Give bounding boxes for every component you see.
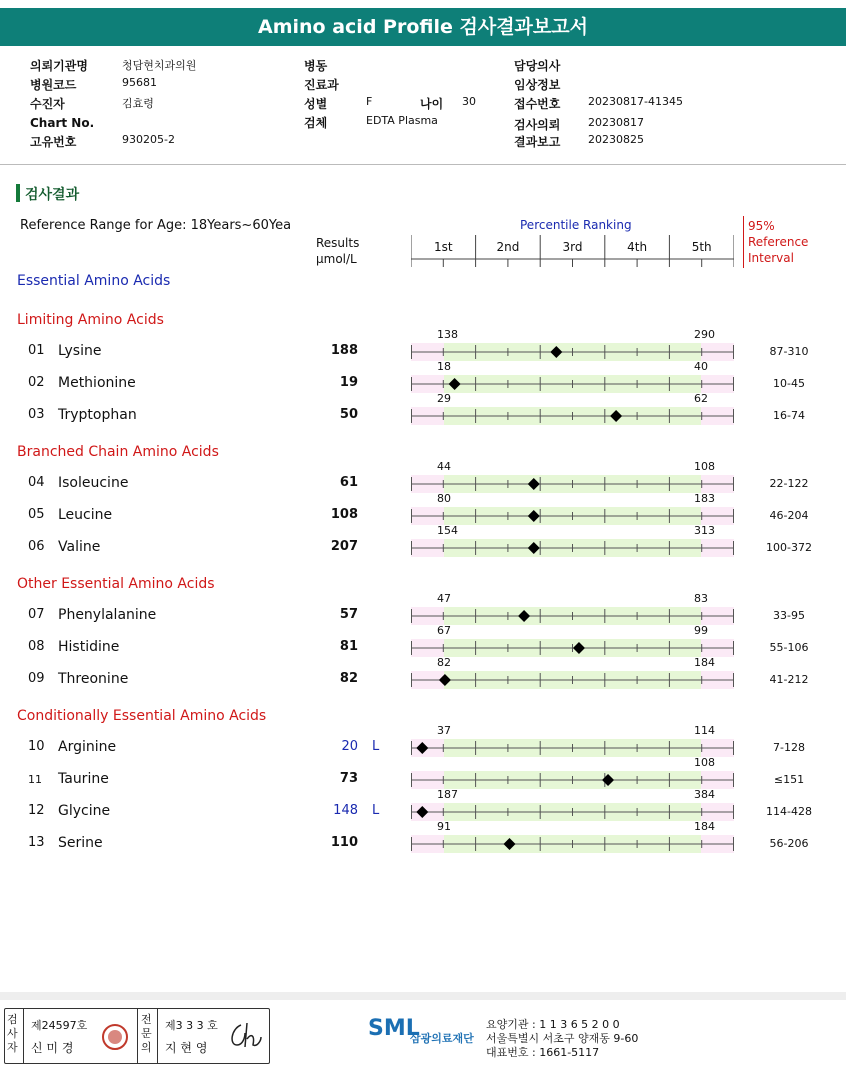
row-number: 05 bbox=[28, 507, 45, 522]
section-header bbox=[16, 184, 79, 204]
reference-interval: 22-122 bbox=[769, 477, 809, 490]
reference-interval: 100-372 bbox=[766, 541, 812, 554]
amino-acid-name: Histidine bbox=[58, 639, 120, 655]
result-value: 81 bbox=[339, 639, 358, 654]
signer1-divider bbox=[23, 1009, 24, 1063]
results-header-line1: Results bbox=[316, 236, 360, 250]
report-title: Amino acid Profile 검사결과보고서 bbox=[0, 8, 846, 46]
divider bbox=[0, 164, 846, 165]
section-title: 검사결과 bbox=[25, 187, 80, 203]
info-label: 의뢰기관명 bbox=[30, 59, 88, 73]
info-value: 20230817-41345 bbox=[588, 95, 683, 108]
reference-interval: 55-106 bbox=[769, 641, 809, 654]
info-label: 진료과 bbox=[304, 78, 339, 92]
amino-acid-name: Isoleucine bbox=[58, 475, 129, 491]
row-number: 07 bbox=[28, 607, 45, 622]
result-value: 110 bbox=[330, 835, 358, 850]
info-value: F bbox=[366, 95, 373, 108]
range-high-label: 184 bbox=[694, 820, 715, 833]
reference-interval: 10-45 bbox=[773, 377, 805, 390]
address-line1: 요양기관 : 1 1 3 6 5 2 0 0 bbox=[486, 1018, 620, 1031]
info-label: 담당의사 bbox=[514, 59, 561, 73]
sml-logo: SML bbox=[368, 1016, 420, 1041]
range-low-label: 18 bbox=[437, 360, 451, 373]
range-low-label: 82 bbox=[437, 656, 451, 669]
range-high-label: 183 bbox=[694, 492, 715, 505]
reference-interval: 46-204 bbox=[769, 509, 809, 522]
info-label: 결과보고 bbox=[514, 135, 561, 149]
result-value: 19 bbox=[339, 375, 358, 390]
signer1-role: 검사자 bbox=[7, 1013, 18, 1054]
result-value: 50 bbox=[339, 407, 358, 422]
row-number: 12 bbox=[28, 803, 45, 818]
info-label: 성별 bbox=[304, 97, 328, 111]
range-low-label: 80 bbox=[437, 492, 451, 505]
reference-interval: ≤151 bbox=[773, 773, 805, 786]
amino-acid-name: Threonine bbox=[58, 671, 129, 687]
info-label: 검체 bbox=[304, 116, 328, 130]
info-label: 병동 bbox=[304, 59, 328, 73]
range-low-label: 44 bbox=[437, 460, 451, 473]
percentile-bar bbox=[411, 771, 735, 789]
percentile-bar bbox=[411, 671, 735, 689]
info-value: EDTA Plasma bbox=[366, 114, 438, 127]
result-value: 73 bbox=[339, 771, 358, 786]
footer-band bbox=[0, 992, 846, 1000]
percentile-label: 1st bbox=[434, 240, 453, 254]
signer1-number: 제24597호 bbox=[31, 1019, 88, 1032]
percentile-bar bbox=[411, 739, 735, 757]
amino-acid-name: Phenylalanine bbox=[58, 607, 157, 623]
percentile-bar bbox=[411, 835, 735, 853]
category-branched: Branched Chain Amino Acids bbox=[17, 444, 219, 460]
range-low-label: 138 bbox=[437, 328, 458, 341]
info-label: 병원코드 bbox=[30, 78, 77, 92]
percentile-bar bbox=[411, 375, 735, 393]
reference-interval: 87-310 bbox=[769, 345, 809, 358]
result-value: 207 bbox=[330, 539, 358, 554]
amino-acid-name: Methionine bbox=[58, 375, 136, 391]
signer2-role: 전문의 bbox=[141, 1013, 152, 1054]
info-value: 김효령 bbox=[122, 97, 154, 110]
amino-acid-name: Arginine bbox=[58, 739, 117, 755]
percentile-bar bbox=[411, 507, 735, 525]
ref-header bbox=[748, 218, 808, 266]
reference-interval: 114-428 bbox=[766, 805, 812, 818]
range-low-label: 37 bbox=[437, 724, 451, 737]
result-value: 188 bbox=[330, 343, 358, 358]
low-flag: L bbox=[372, 739, 380, 754]
percentile-label: 2nd bbox=[496, 240, 520, 254]
range-high-label: 83 bbox=[694, 592, 708, 605]
ref-divider bbox=[743, 216, 744, 268]
org-name: 삼광의료재단 bbox=[410, 1032, 474, 1045]
result-value: 57 bbox=[339, 607, 358, 622]
signature-box bbox=[4, 1008, 270, 1064]
amino-acid-name: Valine bbox=[58, 539, 101, 555]
percentile-bar bbox=[411, 539, 735, 557]
info-value: 청담현치과의원 bbox=[122, 59, 197, 72]
info-label: Chart No. bbox=[30, 116, 95, 130]
percentile-label: 5th bbox=[691, 240, 712, 254]
reference-interval: 41-212 bbox=[769, 673, 809, 686]
info-label: 고유번호 bbox=[30, 135, 77, 149]
amino-acid-name: Tryptophan bbox=[58, 407, 137, 423]
result-value: 108 bbox=[330, 507, 358, 522]
signature bbox=[227, 1019, 265, 1053]
percentile-bar bbox=[411, 607, 735, 625]
range-high-label: 290 bbox=[694, 328, 715, 341]
info-label: 검사의뢰 bbox=[514, 118, 561, 132]
signer2-name: 지 현 영 bbox=[165, 1041, 208, 1055]
amino-acid-name: Taurine bbox=[58, 771, 109, 787]
row-number: 06 bbox=[28, 539, 45, 554]
low-flag: L bbox=[372, 803, 380, 818]
percentile-label: 4th bbox=[627, 240, 648, 254]
result-value: 61 bbox=[339, 475, 358, 490]
row-number: 03 bbox=[28, 407, 45, 422]
category-limiting: Limiting Amino Acids bbox=[17, 312, 164, 328]
info-label: 임상정보 bbox=[514, 78, 561, 92]
range-high-label: 184 bbox=[694, 656, 715, 669]
range-high-label: 108 bbox=[694, 756, 715, 769]
row-number: 09 bbox=[28, 671, 45, 686]
amino-acid-name: Lysine bbox=[58, 343, 102, 359]
range-high-label: 108 bbox=[694, 460, 715, 473]
percentile-bar bbox=[411, 475, 735, 493]
info-value: 95681 bbox=[122, 76, 157, 89]
info-value: 930205-2 bbox=[122, 133, 175, 146]
range-low-label: 187 bbox=[437, 788, 458, 801]
range-low-label: 91 bbox=[437, 820, 451, 833]
range-low-label: 29 bbox=[437, 392, 451, 405]
row-number: 08 bbox=[28, 639, 45, 654]
address-line2: 서울특별시 서초구 양재동 9-60 bbox=[486, 1032, 639, 1045]
amino-acid-name: Leucine bbox=[58, 507, 113, 523]
reference-interval: 56-206 bbox=[769, 837, 809, 850]
percentile-label: 3rd bbox=[562, 240, 583, 254]
results-header bbox=[316, 235, 359, 267]
range-high-label: 99 bbox=[694, 624, 708, 637]
row-number: 10 bbox=[28, 739, 45, 754]
row-number: 13 bbox=[28, 835, 45, 850]
category-conditional: Conditionally Essential Amino Acids bbox=[17, 708, 267, 724]
info-value: 20230817 bbox=[588, 116, 644, 129]
reference-interval: 16-74 bbox=[773, 409, 805, 422]
section-bar bbox=[16, 184, 20, 202]
row-number: 01 bbox=[28, 343, 45, 358]
mid-divider bbox=[137, 1009, 138, 1063]
ref-age: Reference Range for Age: 18Years~60Yea bbox=[20, 218, 292, 233]
result-value: 20 bbox=[341, 739, 358, 754]
range-low-label: 154 bbox=[437, 524, 458, 537]
percentile-bar bbox=[411, 639, 735, 657]
range-high-label: 40 bbox=[694, 360, 708, 373]
percentile-bar bbox=[411, 407, 735, 425]
row-number: 02 bbox=[28, 375, 45, 390]
range-high-label: 313 bbox=[694, 524, 715, 537]
reference-interval: 7-128 bbox=[773, 741, 805, 754]
result-value: 148 bbox=[333, 803, 358, 818]
seal-stamp bbox=[101, 1023, 129, 1051]
percentile-ruler bbox=[411, 235, 734, 267]
age-value: 30 bbox=[462, 95, 476, 108]
address-line3: 대표번호 : 1661-5117 bbox=[486, 1046, 600, 1059]
info-label: 수진자 bbox=[30, 97, 65, 111]
info-value: 20230825 bbox=[588, 133, 644, 146]
range-low-label: 67 bbox=[437, 624, 451, 637]
result-value: 82 bbox=[339, 671, 358, 686]
info-label: 접수번호 bbox=[514, 97, 561, 111]
results-header-line2: μmol/L bbox=[316, 252, 357, 266]
signer2-number: 제3 3 3 호 bbox=[165, 1019, 218, 1032]
amino-acid-name: Glycine bbox=[58, 803, 111, 819]
ref-header-line1: 95% bbox=[748, 219, 775, 233]
range-low-label: 47 bbox=[437, 592, 451, 605]
signer2-divider bbox=[157, 1009, 158, 1063]
age-label: 나이 bbox=[420, 97, 444, 111]
range-high-label: 62 bbox=[694, 392, 708, 405]
row-number: 04 bbox=[28, 475, 45, 490]
category-other: Other Essential Amino Acids bbox=[17, 576, 215, 592]
category-essential: Essential Amino Acids bbox=[17, 273, 171, 289]
ref-header-line2: Reference bbox=[748, 235, 809, 249]
percentile-bar bbox=[411, 803, 735, 821]
row-number: 11 bbox=[28, 773, 42, 786]
reference-interval: 33-95 bbox=[773, 609, 805, 622]
percentile-bar bbox=[411, 343, 735, 361]
range-high-label: 114 bbox=[694, 724, 715, 737]
signer1-name: 신 미 경 bbox=[31, 1041, 74, 1055]
percentile-title: Percentile Ranking bbox=[520, 218, 632, 232]
amino-acid-name: Serine bbox=[58, 835, 103, 851]
ref-header-line3: Interval bbox=[748, 251, 794, 265]
range-high-label: 384 bbox=[694, 788, 715, 801]
